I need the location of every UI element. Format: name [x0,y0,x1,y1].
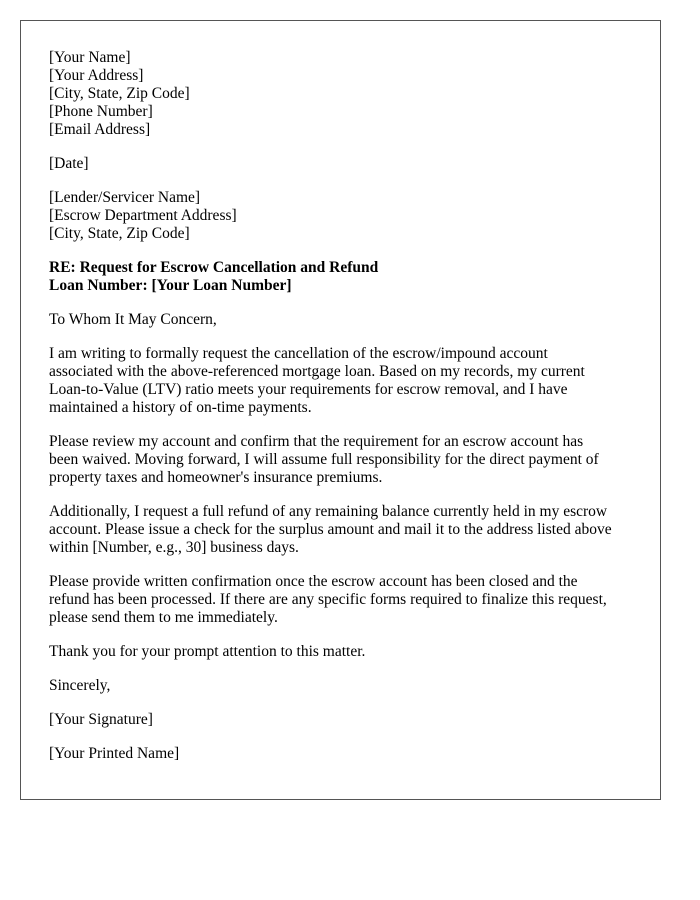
sender-address [49,49,632,139]
paragraph-line: account. Please issue a check for the surplus amount and mail it to the address listed above [49,521,612,538]
body-paragraph [49,503,632,557]
paragraph-line: refund has been processed. If there are any specific forms required to finalize this request, [49,591,607,608]
paragraph-line: been waived. Moving forward, I will assume full responsibility for the direct payment of [49,451,599,468]
recipient-city: [City, State, Zip Code] [49,225,190,242]
signature: [Your Signature] [49,711,153,728]
printed-name: [Your Printed Name] [49,745,180,762]
body-paragraph [49,345,632,417]
paragraph-line: Additionally, I request a full refund of any remaining balance currently held in my escrow [49,503,608,520]
subject-re: RE: Request for Escrow Cancellation and Refund [49,259,379,276]
sender-city: [City, State, Zip Code] [49,85,190,102]
letter-document [20,20,661,800]
subject-loan-number: Loan Number: [Your Loan Number] [49,277,292,294]
body-paragraph [49,573,632,627]
closing: Sincerely, [49,677,111,694]
paragraph-line: Thank you for your prompt attention to this matter. [49,643,366,660]
recipient-street: [Escrow Department Address] [49,207,237,224]
paragraph-line: associated with the above-referenced mortgage loan. Based on my records, my current [49,363,585,380]
salutation: To Whom It May Concern, [49,311,217,328]
sender-phone: [Phone Number] [49,103,153,120]
paragraph-line: I am writing to formally request the cancellation of the escrow/impound account [49,345,548,362]
body-paragraph [49,433,632,487]
paragraph-line: Please review my account and confirm that the requirement for an escrow account has [49,433,584,450]
body-paragraph [49,643,632,661]
paragraph-line: maintained a history of on-time payments. [49,399,312,416]
paragraph-line: property taxes and homeowner's insurance premiums. [49,469,383,486]
recipient-name: [Lender/Servicer Name] [49,189,201,206]
letter-date: [Date] [49,155,89,172]
paragraph-line: Loan-to-Value (LTV) ratio meets your requirements for escrow removal, and I have [49,381,568,398]
subject-line [49,259,632,295]
paragraph-line: within [Number, e.g., 30] business days. [49,539,299,556]
sender-email: [Email Address] [49,121,151,138]
paragraph-line: Please provide written confirmation once the escrow account has been closed and the [49,573,578,590]
sender-name: [Your Name] [49,49,131,66]
sender-street: [Your Address] [49,67,144,84]
recipient-address [49,189,632,243]
paragraph-line: please send them to me immediately. [49,609,278,626]
